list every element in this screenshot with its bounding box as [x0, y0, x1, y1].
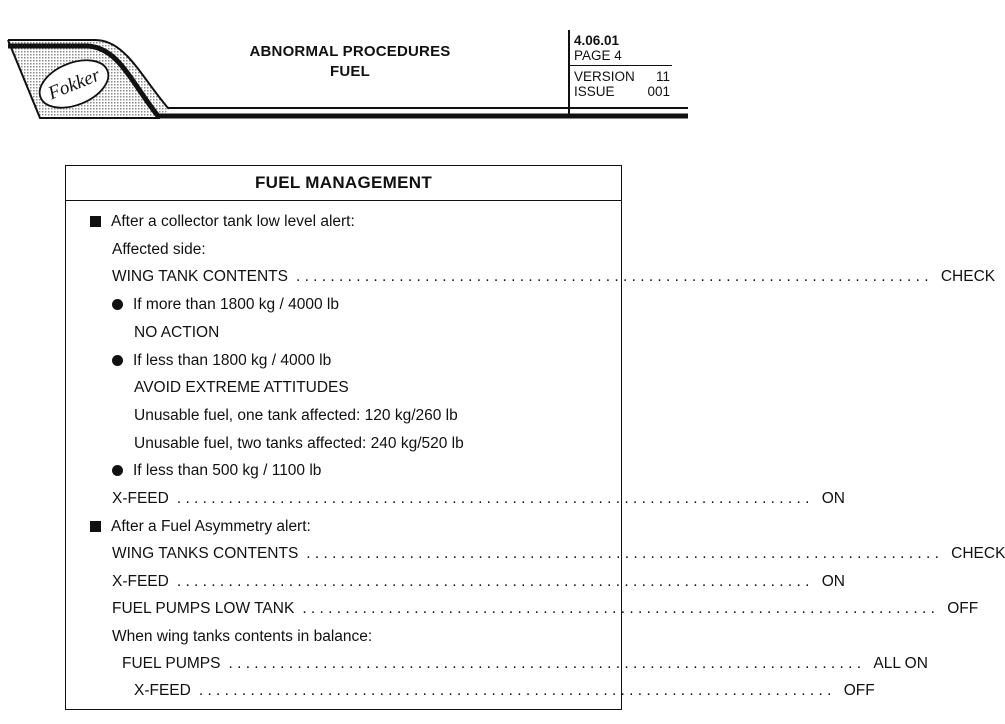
asymmetry-heading: After a Fuel Asymmetry alert:: [90, 517, 311, 537]
dot-leader: ..........................................................................: [295, 268, 933, 285]
issue: [570, 84, 672, 99]
issue-value: 001: [647, 84, 670, 99]
square-bullet-icon: [90, 521, 101, 532]
round-bullet-icon: [112, 465, 123, 476]
balance-condition: When wing tanks contents in balance:: [112, 628, 373, 645]
x-feed-on-item: X-FEED .......................................................................... ON: [112, 490, 845, 507]
unusable-fuel-one-tank: Unusable fuel, one tank affected: 120 kg/260 lb: [134, 407, 458, 424]
header-title-line1: ABNORMAL PROCEDURES: [249, 43, 451, 60]
dot-leader: ..........................................................................: [228, 655, 866, 672]
page-number: PAGE 4: [570, 48, 672, 66]
square-bullet-icon: [90, 216, 101, 227]
panel-title: FUEL MANAGEMENT: [66, 166, 621, 201]
logo-wordmark: Fokker: [45, 64, 104, 105]
version-value: 11: [655, 69, 670, 84]
round-bullet-icon: [112, 355, 123, 366]
affected-side: Affected side:: [112, 241, 206, 258]
x-feed-off-item: X-FEED .......................................................................... OFF: [134, 682, 875, 699]
issue-label: ISSUE: [574, 84, 615, 99]
x-feed-on-item-2: X-FEED .......................................................................... ON: [112, 573, 845, 590]
page-header: [0, 0, 688, 140]
no-action: NO ACTION: [134, 324, 220, 341]
less-than-condition: If less than 1800 kg / 4000 lb: [112, 351, 331, 371]
page-reference: [570, 33, 672, 99]
dot-leader: ..........................................................................: [198, 682, 836, 699]
dot-leader: ..........................................................................: [302, 600, 940, 617]
section-number: 4.06.01: [574, 33, 620, 48]
dot-leader: ..........................................................................: [176, 573, 814, 590]
more-than-condition: If more than 1800 kg / 4000 lb: [112, 295, 339, 315]
round-bullet-icon: [112, 299, 123, 310]
dot-leader: ..........................................................................: [306, 545, 944, 562]
dot-leader: ..........................................................................: [176, 490, 814, 507]
wing-tank-contents-item: WING TANK CONTENTS .......................................................................... CHECK: [112, 268, 996, 285]
wing-tanks-contents-item: WING TANKS CONTENTS .......................................................................... CHECK: [112, 545, 1005, 562]
less-than-500-condition: If less than 500 kg / 1100 lb: [112, 461, 321, 481]
fuel-pumps-item: FUEL PUMPS .......................................................................... ALL ON: [122, 655, 928, 672]
fuel-management-panel: [65, 165, 1005, 710]
unusable-fuel-two-tanks: Unusable fuel, two tanks affected: 240 kg/520 lb: [134, 435, 464, 452]
header-title-line2: FUEL: [330, 63, 370, 80]
collector-heading: After a collector tank low level alert:: [90, 212, 355, 232]
header-title: [190, 42, 510, 82]
version-label: VERSION: [574, 69, 635, 84]
fuel-pumps-low-tank-item: FUEL PUMPS LOW TANK .......................................................................... OFF: [112, 600, 979, 617]
avoid-extreme-attitudes: AVOID EXTREME ATTITUDES: [134, 379, 349, 396]
version: [570, 66, 672, 84]
